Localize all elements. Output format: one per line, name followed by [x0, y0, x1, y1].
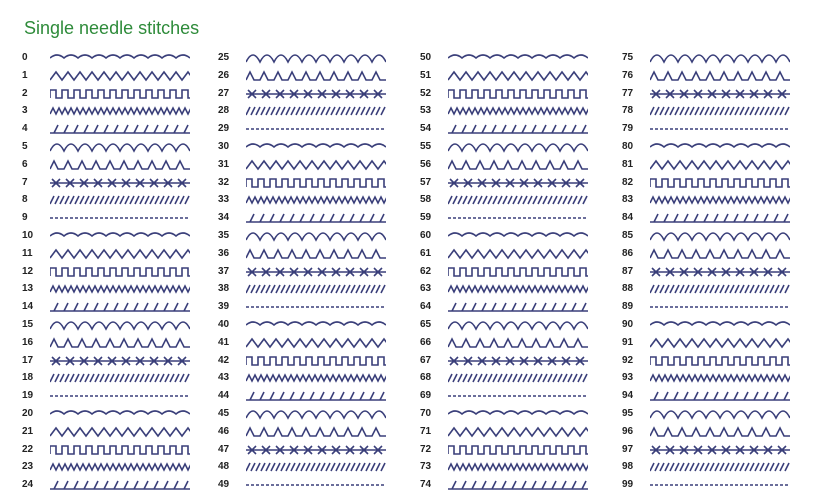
stitch-sample-icon [448, 264, 588, 280]
stitch-sample-icon [650, 228, 790, 244]
stitch-number: 55 [420, 140, 432, 152]
stitch-sample-icon [50, 68, 190, 84]
stitch-sample-icon [448, 353, 588, 369]
stitch-sample-icon [650, 175, 790, 191]
stitch-sample-icon [650, 281, 790, 297]
stitch-number: 50 [420, 52, 432, 63]
stitch-number: 77 [622, 87, 634, 99]
stitch-sample-icon [448, 210, 588, 226]
stitch-sample-icon [50, 281, 190, 297]
stitch-sample-icon [50, 86, 190, 102]
stitch-number: 81 [622, 158, 634, 170]
stitch-number: 64 [420, 301, 432, 313]
stitch-number: 7 [22, 176, 28, 188]
stitch-sample-icon [448, 157, 588, 173]
stitch-sample-icon [50, 139, 190, 155]
stitch-number: 8 [22, 194, 28, 206]
stitch-number: 61 [420, 247, 432, 259]
stitch-number: 43 [218, 372, 230, 384]
stitch-number: 35 [218, 229, 230, 241]
stitch-sample-icon [650, 406, 790, 422]
stitch-number: 57 [420, 176, 432, 188]
stitch-number: 40 [218, 318, 230, 330]
stitch-sample-icon [650, 121, 790, 137]
stitch-sample-icon [246, 103, 386, 119]
stitch-number: 63 [420, 283, 432, 295]
stitch-sample-icon [50, 175, 190, 191]
stitch-sample-icon [50, 210, 190, 226]
stitch-number: 28 [218, 105, 230, 117]
stitch-sample-icon [246, 370, 386, 386]
stitch-number: 74 [420, 479, 432, 491]
stitch-number: 38 [218, 283, 230, 295]
stitch-number: 53 [420, 105, 432, 117]
stitch-number: 78 [622, 105, 634, 117]
stitch-sample-icon [448, 459, 588, 475]
stitch-number: 51 [420, 69, 432, 81]
stitch-number: 65 [420, 318, 432, 330]
stitch-number: 97 [622, 443, 634, 455]
stitch-sample-icon [448, 192, 588, 208]
stitch-sample-icon [448, 246, 588, 262]
stitch-sample-icon [246, 388, 386, 404]
stitch-number: 82 [622, 176, 634, 188]
stitch-number: 44 [218, 390, 230, 402]
stitch-sample-icon [246, 317, 386, 333]
stitch-number: 41 [218, 336, 230, 348]
stitch-sample-icon [50, 317, 190, 333]
stitch-number: 83 [622, 194, 634, 206]
stitch-sample-icon [50, 192, 190, 208]
stitch-number: 9 [22, 212, 28, 224]
stitch-sample-icon [650, 335, 790, 351]
stitch-sample-icon [50, 228, 190, 244]
stitch-number: 75 [622, 52, 634, 63]
stitch-number: 69 [420, 390, 432, 402]
stitch-number: 2 [22, 87, 28, 99]
stitch-number: 26 [218, 69, 230, 81]
stitch-number: 10 [22, 229, 34, 241]
stitch-number: 19 [22, 390, 34, 402]
stitch-sample-icon [50, 424, 190, 440]
stitch-number: 34 [218, 212, 230, 224]
stitch-number: 73 [420, 461, 432, 473]
stitch-number: 3 [22, 105, 28, 117]
stitch-sample-icon [650, 459, 790, 475]
stitch-number: 31 [218, 158, 230, 170]
stitch-number: 22 [22, 443, 34, 455]
stitch-number: 15 [22, 318, 34, 330]
stitch-number: 79 [622, 123, 634, 135]
stitch-number: 85 [622, 229, 634, 241]
stitch-sample-icon [246, 175, 386, 191]
stitch-sample-icon [246, 246, 386, 262]
stitch-sample-icon [448, 50, 588, 66]
stitch-number: 84 [622, 212, 634, 224]
stitch-sample-icon [650, 317, 790, 333]
stitch-sample-icon [448, 68, 588, 84]
stitch-number: 86 [622, 247, 634, 259]
stitch-sample-icon [50, 442, 190, 458]
stitch-number: 58 [420, 194, 432, 206]
stitch-sample-icon [650, 157, 790, 173]
stitch-sample-icon [50, 246, 190, 262]
stitch-number: 89 [622, 301, 634, 313]
stitch-sample-icon [650, 86, 790, 102]
stitch-number: 27 [218, 87, 230, 99]
stitch-number: 16 [22, 336, 34, 348]
stitch-sample-icon [246, 442, 386, 458]
stitch-sample-icon [650, 246, 790, 262]
stitch-sample-icon [50, 121, 190, 137]
stitch-sample-icon [246, 68, 386, 84]
stitch-sample-icon [50, 335, 190, 351]
stitch-sample-icon [246, 406, 386, 422]
stitch-sample-icon [50, 353, 190, 369]
stitch-sample-icon [448, 121, 588, 137]
stitch-number: 32 [218, 176, 230, 188]
stitch-sample-icon [650, 50, 790, 66]
stitch-number: 96 [622, 425, 634, 437]
stitch-number: 98 [622, 461, 634, 473]
stitch-number: 46 [218, 425, 230, 437]
stitch-number: 18 [22, 372, 34, 384]
stitch-number: 88 [622, 283, 634, 295]
stitch-sample-icon [448, 281, 588, 297]
stitch-number: 14 [22, 301, 34, 313]
stitch-sample-icon [50, 299, 190, 315]
stitch-sample-icon [50, 264, 190, 280]
stitch-sample-icon [448, 424, 588, 440]
stitch-sample-icon [246, 299, 386, 315]
stitch-number: 39 [218, 301, 230, 313]
stitch-sample-icon [448, 175, 588, 191]
stitch-sample-icon [246, 424, 386, 440]
stitch-sample-icon [246, 121, 386, 137]
stitch-number: 6 [22, 158, 28, 170]
stitch-sample-icon [650, 210, 790, 226]
stitch-number: 91 [622, 336, 634, 348]
stitch-sample-icon [246, 477, 386, 493]
stitch-sample-icon [448, 388, 588, 404]
stitch-number: 62 [420, 265, 432, 277]
stitch-number: 71 [420, 425, 432, 437]
stitch-number: 87 [622, 265, 634, 277]
stitch-number: 93 [622, 372, 634, 384]
stitch-sample-icon [246, 353, 386, 369]
stitch-number: 92 [622, 354, 634, 366]
stitch-sample-icon [246, 50, 386, 66]
stitch-number: 67 [420, 354, 432, 366]
stitch-number: 52 [420, 87, 432, 99]
stitch-number: 30 [218, 140, 230, 152]
stitch-sample-icon [650, 139, 790, 155]
stitch-sample-icon [650, 370, 790, 386]
stitch-sample-icon [448, 477, 588, 493]
stitch-sample-icon [650, 68, 790, 84]
stitch-sample-icon [246, 139, 386, 155]
stitch-sample-icon [246, 281, 386, 297]
stitch-number: 1 [22, 69, 28, 81]
stitch-sample-icon [650, 388, 790, 404]
stitch-number: 49 [218, 479, 230, 491]
stitch-sample-icon [650, 424, 790, 440]
stitch-number: 95 [622, 407, 634, 419]
stitch-number: 36 [218, 247, 230, 259]
stitch-number: 0 [22, 52, 28, 63]
stitch-sample-icon [246, 86, 386, 102]
stitch-sample-icon [448, 228, 588, 244]
stitch-sample-icon [650, 477, 790, 493]
stitch-sample-icon [650, 299, 790, 315]
stitch-number: 76 [622, 69, 634, 81]
stitch-number: 12 [22, 265, 34, 277]
stitch-sample-icon [650, 442, 790, 458]
stitch-sample-icon [50, 459, 190, 475]
stitch-number: 48 [218, 461, 230, 473]
stitch-sample-icon [50, 50, 190, 66]
stitch-number: 80 [622, 140, 634, 152]
stitch-sample-icon [246, 264, 386, 280]
stitch-sample-icon [448, 335, 588, 351]
stitch-sample-icon [650, 353, 790, 369]
stitch-sample-icon [448, 317, 588, 333]
stitch-number: 23 [22, 461, 34, 473]
stitch-sample-icon [650, 264, 790, 280]
stitch-number: 59 [420, 212, 432, 224]
stitch-number: 24 [22, 479, 34, 491]
page-title: Single needle stitches [24, 18, 200, 38]
stitch-sample-icon [246, 335, 386, 351]
stitch-sample-icon [50, 103, 190, 119]
stitch-sample-icon [246, 459, 386, 475]
stitch-number: 25 [218, 52, 230, 63]
stitch-number: 37 [218, 265, 230, 277]
stitch-number: 56 [420, 158, 432, 170]
stitch-sample-icon [50, 388, 190, 404]
stitch-number: 47 [218, 443, 230, 455]
stitch-sample-icon [448, 442, 588, 458]
stitch-number: 72 [420, 443, 432, 455]
stitch-sample-icon [50, 157, 190, 173]
stitch-number: 21 [22, 425, 34, 437]
stitch-sample-icon [448, 370, 588, 386]
stitch-number: 17 [22, 354, 34, 366]
stitch-sample-icon [246, 210, 386, 226]
stitch-sample-icon [448, 299, 588, 315]
stitch-sample-icon [650, 103, 790, 119]
stitch-sample-icon [448, 139, 588, 155]
stitch-number: 11 [22, 247, 33, 259]
stitch-sample-icon [50, 406, 190, 422]
stitch-sample-icon [246, 192, 386, 208]
stitch-number: 42 [218, 354, 230, 366]
stitch-sample-icon [246, 228, 386, 244]
stitch-number: 54 [420, 123, 432, 135]
stitch-number: 4 [22, 123, 28, 135]
stitch-number: 94 [622, 390, 634, 402]
stitch-sample-icon [448, 406, 588, 422]
stitch-number: 66 [420, 336, 432, 348]
stitch-sample-icon [246, 157, 386, 173]
stitch-sample-icon [50, 370, 190, 386]
stitch-number: 68 [420, 372, 432, 384]
stitch-number: 33 [218, 194, 230, 206]
stitch-sample-icon [448, 103, 588, 119]
stitch-number: 20 [22, 407, 34, 419]
stitch-sample-icon [650, 192, 790, 208]
stitch-number: 60 [420, 229, 432, 241]
stitch-number: 45 [218, 407, 230, 419]
stitch-sample-icon [50, 477, 190, 493]
stitch-number: 29 [218, 123, 230, 135]
stitch-number: 5 [22, 140, 28, 152]
stitch-number: 70 [420, 407, 432, 419]
stitch-number: 90 [622, 318, 634, 330]
stitch-number: 13 [22, 283, 34, 295]
stitch-sample-icon [448, 86, 588, 102]
stitch-number: 99 [622, 479, 634, 491]
